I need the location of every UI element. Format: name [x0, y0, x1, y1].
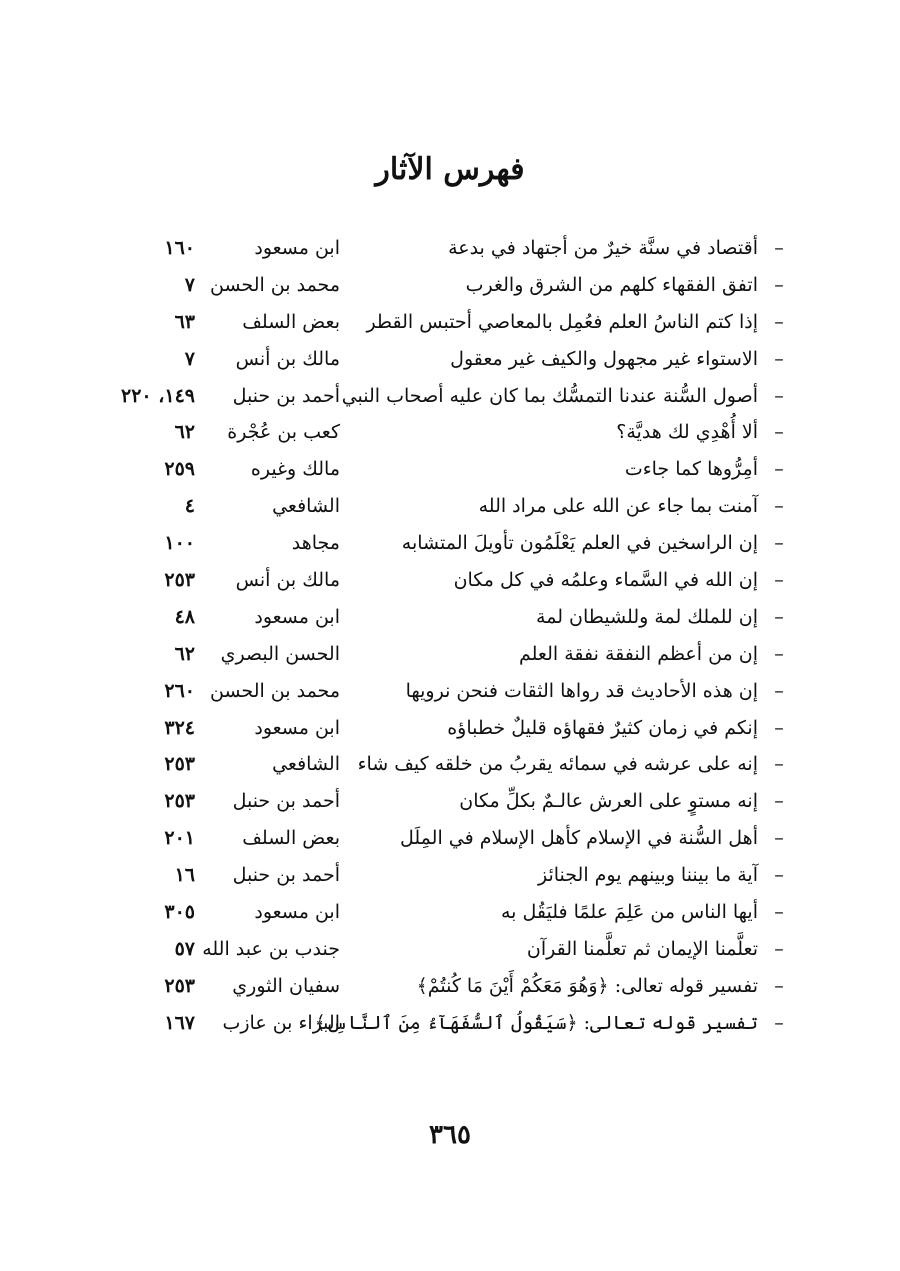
entry-dash: –	[774, 421, 784, 444]
entry-page-numbers: ٣٢٤	[164, 716, 195, 739]
entry-dash: –	[774, 458, 784, 481]
entry-narrator: ابن مسعود	[254, 716, 340, 739]
index-entry	[100, 344, 790, 381]
entry-page-numbers: ٤٨	[174, 605, 195, 628]
entry-page-numbers: ٧	[184, 347, 195, 370]
entry-quote: إن من أعظم النفقة نفقة العلم	[519, 642, 758, 665]
entry-page-numbers: ١٦٠	[164, 237, 195, 259]
entry-narrator: أحمد بن حنبل	[232, 790, 340, 813]
entry-quote: اتفق الفقهاء كلهم من الشرق والغرب	[465, 273, 758, 296]
index-entry	[100, 417, 790, 454]
page-title: فهرس الآثار	[375, 152, 525, 187]
index-entry	[100, 897, 790, 934]
entry-narrator: ابن مسعود	[254, 605, 340, 628]
entry-page-numbers: ٣٠٥	[164, 901, 195, 924]
entry-quote: إن الله في السَّماء وعلمُه في كل مكان	[453, 569, 758, 592]
index-entry	[100, 749, 790, 786]
entry-quote: آية ما بيننا وبينهم يوم الجنائز	[537, 864, 758, 887]
entry-narrator: سفيان الثوري	[232, 974, 340, 997]
entry-quote: تفسير قوله تعالى: ﴿وَهُوَ مَعَكُمْ أَيْنَ مَا كُنتُمْ﴾	[416, 974, 758, 997]
index-entry	[100, 307, 790, 344]
entry-narrator: كعب بن عُجْرة	[227, 421, 340, 444]
entry-narrator: مالك بن أنس	[235, 569, 340, 592]
entry-quote: تفسير قوله تعالى: ﴿سَيَقُولُ ٱلسُّفَهَآءُ مِنَ ٱلنَّاسِ﴾	[314, 1011, 758, 1034]
entry-narrator: الحسن البصري	[220, 642, 340, 665]
entry-page-numbers: ٥٧	[174, 937, 195, 960]
entry-quote: إذا كتم الناسُ العلم فعُمِل بالمعاصي أحتبس القطر	[366, 310, 758, 333]
entry-quote: إن للملك لمة وللشيطان لمة	[536, 605, 758, 628]
index-entry	[100, 454, 790, 491]
entry-narrator: مالك بن أنس	[235, 347, 340, 370]
index-entry	[100, 602, 790, 639]
index-entry	[100, 565, 790, 602]
entry-dash: –	[774, 827, 784, 850]
entry-dash: –	[774, 237, 784, 259]
index-entry	[100, 713, 790, 750]
entry-page-numbers: ٤	[184, 495, 195, 518]
entry-quote: إن هذه الأحاديث قد رواها الثقات فنحن نرويها	[405, 679, 758, 702]
entry-quote: إنه مستوٍ على العرش عالـمٌ بكلِّ مكان	[459, 790, 758, 813]
entry-dash: –	[774, 347, 784, 370]
entry-quote: إن الراسخين في العلم يَعْلَمُون تأويلَ المتشابه	[401, 532, 758, 555]
entry-page-numbers: ١٤٩، ٢٢٠	[121, 384, 195, 407]
entry-page-numbers: ٢٥٩	[164, 458, 195, 481]
entry-dash: –	[774, 569, 784, 592]
page-number: ٣٦٥	[429, 1120, 471, 1150]
entry-page-numbers: ٢٥٣	[164, 974, 195, 997]
entry-quote: أهل السُّنة في الإسلام كأهل الإسلام في المِلَل	[400, 827, 758, 850]
index-entry	[100, 1008, 790, 1045]
entry-dash: –	[774, 716, 784, 739]
entry-quote: آمنت بما جاء عن الله على مراد الله	[478, 495, 758, 518]
entry-page-numbers: ٦٢	[174, 421, 195, 444]
entry-dash: –	[774, 974, 784, 997]
index-entry	[100, 786, 790, 823]
index-entry	[100, 233, 790, 270]
index-entry	[100, 860, 790, 897]
entry-quote: ألا أُهْدِي لك هديَّة؟	[616, 421, 758, 444]
entry-page-numbers: ٢٥٣	[164, 790, 195, 813]
index-entry	[100, 934, 790, 971]
entry-narrator: جندب بن عبد الله	[202, 937, 340, 960]
index-entry	[100, 528, 790, 565]
entry-narrator: مالك وغيره	[250, 458, 340, 481]
index-entry	[100, 639, 790, 676]
entry-narrator: محمد بن الحسن	[210, 273, 340, 296]
entry-quote: تعلَّمنا الإيمان ثم تعلَّمنا القرآن	[526, 937, 758, 960]
index-entry	[100, 971, 790, 1008]
index-entry	[100, 491, 790, 528]
entry-page-numbers: ٢٦٠	[164, 679, 195, 702]
entry-page-numbers: ٢٠١	[164, 827, 195, 850]
entry-page-numbers: ١٦٧	[164, 1011, 195, 1034]
entry-dash: –	[774, 310, 784, 333]
entry-narrator: محمد بن الحسن	[210, 679, 340, 702]
entry-quote: إنكم في زمان كثيرٌ فقهاؤه قليلٌ خطباؤه	[447, 716, 758, 739]
entry-dash: –	[774, 642, 784, 665]
entry-dash: –	[774, 495, 784, 518]
entry-quote: أقتصاد في سنَّة خيرٌ من أجتهاد في بدعة	[448, 237, 758, 259]
entry-page-numbers: ٢٥٣	[164, 753, 195, 776]
entry-narrator: البراء بن عازب	[222, 1011, 340, 1034]
entry-dash: –	[774, 937, 784, 960]
athar-index-list	[100, 233, 790, 1045]
entry-dash: –	[774, 532, 784, 555]
entry-narrator: مجاهد	[291, 532, 340, 555]
entry-page-numbers: ٢٥٣	[164, 569, 195, 592]
entry-page-numbers: ٦٣	[174, 310, 195, 333]
entry-narrator: ابن مسعود	[254, 901, 340, 924]
entry-dash: –	[774, 1011, 784, 1034]
entry-dash: –	[774, 753, 784, 776]
entry-page-numbers: ١٦	[174, 864, 195, 887]
entry-narrator: ابن مسعود	[254, 237, 340, 259]
entry-quote: أمِرُّوها كما جاءت	[624, 458, 758, 481]
entry-quote: الاستواء غير مجهول والكيف غير معقول	[450, 347, 758, 370]
entry-narrator: الشافعي	[272, 495, 340, 518]
entry-dash: –	[774, 605, 784, 628]
index-entry	[100, 270, 790, 307]
entry-dash: –	[774, 273, 784, 296]
index-entry	[100, 381, 790, 418]
entry-page-numbers: ٧	[184, 273, 195, 296]
entry-quote: إنه على عرشه في سمائه يقربُ من خلقه كيف شاء	[357, 753, 758, 776]
entry-page-numbers: ٦٢	[174, 642, 195, 665]
index-entry	[100, 676, 790, 713]
entry-dash: –	[774, 790, 784, 813]
entry-narrator: أحمد بن حنبل	[232, 384, 340, 407]
entry-narrator: بعض السلف	[242, 827, 340, 850]
entry-dash: –	[774, 901, 784, 924]
index-entry	[100, 823, 790, 860]
entry-quote: أيها الناس من عَلِمَ علمًا فليَقُل به	[500, 901, 758, 924]
entry-dash: –	[774, 384, 784, 407]
entry-narrator: بعض السلف	[242, 310, 340, 333]
entry-dash: –	[774, 864, 784, 887]
entry-narrator: الشافعي	[272, 753, 340, 776]
entry-narrator: أحمد بن حنبل	[232, 864, 340, 887]
entry-dash: –	[774, 679, 784, 702]
entry-quote: أصول السُّنة عندنا التمسُّك بما كان عليه أصحاب النبي	[341, 384, 758, 407]
entry-page-numbers: ١٠٠	[164, 532, 195, 555]
